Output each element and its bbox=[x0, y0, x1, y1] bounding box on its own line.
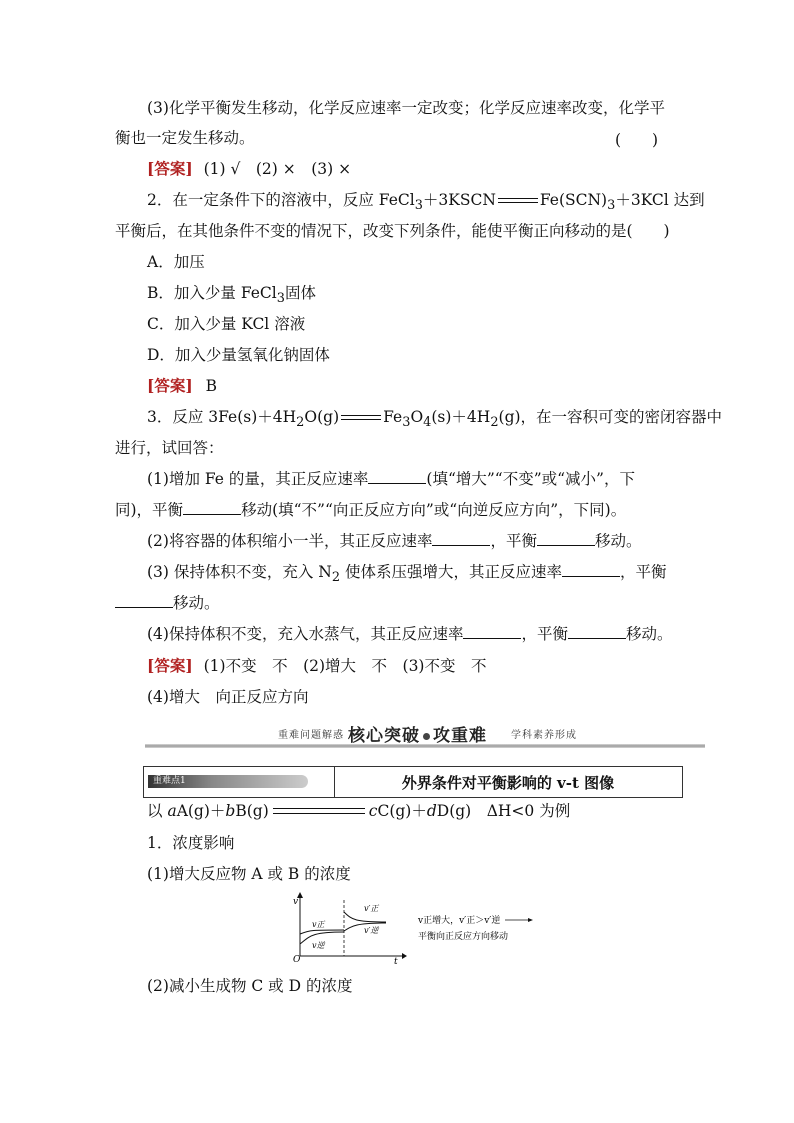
y-axis-label: v bbox=[293, 897, 299, 907]
vt-graph bbox=[290, 890, 540, 965]
eq-coef: a bbox=[167, 802, 177, 820]
q3-text: (填“增大”“不变”或“减小”，下 bbox=[426, 470, 635, 488]
fill-blank[interactable] bbox=[537, 531, 595, 546]
fill-blank[interactable] bbox=[432, 531, 490, 546]
topic-title: 外界条件对平衡影响的 v-t 图像 bbox=[401, 774, 615, 792]
topic-tag bbox=[148, 775, 308, 788]
q2-text-d: ＋3KCl 达到 bbox=[615, 191, 705, 209]
v-forward-label: v正 bbox=[312, 920, 325, 929]
v-forward-prime-label: v′正 bbox=[364, 904, 379, 913]
q3-text: ，平衡 bbox=[521, 625, 568, 643]
equilibrium-arrow-icon bbox=[498, 197, 538, 205]
q3-text: ，平衡 bbox=[620, 563, 667, 581]
q2-line2: 平衡后，在其他条件不变的情况下，改变下列条件，能使平衡正向移动的是( ) bbox=[115, 222, 670, 240]
eq-coef: c bbox=[368, 802, 378, 820]
q3-answer-line2: (4)增大 向正反应方向 bbox=[147, 688, 309, 706]
q3-text: 移动。 bbox=[173, 594, 220, 612]
answer-paren: ( ) bbox=[615, 131, 659, 149]
q3-text: 使体系压强增大，其正反应速率 bbox=[340, 563, 563, 581]
q3-text: 移动。 bbox=[594, 532, 642, 550]
fill-blank[interactable] bbox=[562, 562, 620, 577]
subscript: 2 bbox=[296, 415, 305, 431]
origin-label: O bbox=[293, 955, 301, 965]
fill-blank[interactable] bbox=[368, 469, 426, 484]
q3-text: O(g) bbox=[304, 408, 340, 426]
q3-text: (4)保持体积不变，充入水蒸气，其正反应速率 bbox=[147, 625, 464, 643]
v-forward-prime-curve bbox=[344, 912, 386, 922]
q1-item3-line1: (3)化学平衡发生移动，化学反应速率一定改变；化学反应速率改变，化学平 bbox=[147, 99, 665, 117]
subscript: 3 bbox=[402, 415, 411, 431]
subsection-heading-2: (2)减小生成物 C 或 D 的浓度 bbox=[147, 977, 353, 995]
subscript: 3 bbox=[276, 291, 285, 307]
subsection-heading: (1)增大反应物 A 或 B 的浓度 bbox=[147, 865, 351, 883]
eq-text: C(g)＋ bbox=[377, 802, 427, 820]
q2-option-a: A．加压 bbox=[147, 253, 205, 271]
q2-option-d: D．加入少量氢氧化钠固体 bbox=[147, 346, 330, 364]
eq-text: 以 bbox=[147, 802, 168, 820]
q3-text: 3．反应 3Fe(s)＋4H bbox=[147, 408, 297, 426]
q2-line1 bbox=[147, 190, 705, 216]
q3-part1-line1 bbox=[147, 469, 635, 489]
q3-answer bbox=[147, 656, 486, 676]
equilibrium-arrow-icon bbox=[273, 807, 365, 817]
q2-answer bbox=[147, 376, 217, 396]
q3-part2 bbox=[147, 531, 642, 551]
opt-text: B．加入少量 FeCl bbox=[147, 284, 277, 302]
answer-text: (1)不变 不 (2)增大 不 (3)不变 不 bbox=[203, 657, 487, 675]
x-axis-label: t bbox=[394, 957, 398, 965]
answer-text: B bbox=[205, 377, 217, 395]
answer-tag: [答案] bbox=[147, 159, 193, 178]
q2-option-b bbox=[147, 283, 316, 309]
equilibrium-arrow-icon bbox=[341, 414, 381, 422]
banner-left-caption: 重难问题解惑 bbox=[278, 730, 344, 741]
q1-answer bbox=[147, 159, 351, 179]
subscript: 3 bbox=[414, 198, 423, 214]
eq-text: A(g)＋ bbox=[176, 802, 226, 820]
q2-text-c: Fe(SCN) bbox=[539, 191, 608, 209]
answer-tag: [答案] bbox=[147, 376, 193, 395]
q2-text-b: ＋3KSCN bbox=[422, 191, 496, 209]
q3-part3-line2 bbox=[115, 593, 220, 613]
q3-part1-line2 bbox=[115, 500, 626, 520]
fill-blank[interactable] bbox=[568, 624, 626, 639]
banner-right-caption: 学科素养形成 bbox=[511, 730, 577, 741]
eq-coef: b bbox=[225, 802, 236, 820]
x-axis-arrow-icon bbox=[402, 953, 407, 959]
q2-option-c: C．加入少量 KCl 溶液 bbox=[147, 315, 306, 333]
q3-text: 移动。 bbox=[625, 625, 673, 643]
note-arrow-icon bbox=[528, 918, 533, 922]
q3-text: (1)增加 Fe 的量，其正反应速率 bbox=[147, 470, 369, 488]
subscript: 2 bbox=[490, 415, 499, 431]
subscript: 3 bbox=[607, 198, 616, 214]
banner-title-b: 攻重难 bbox=[433, 726, 487, 746]
eq-coef: d bbox=[426, 802, 437, 820]
answer-tag: [答案] bbox=[147, 656, 193, 675]
subscript: 4 bbox=[423, 415, 432, 431]
v-reverse-label: v逆 bbox=[312, 941, 325, 950]
graph-note-2: 平衡向正反应方向移动 bbox=[418, 932, 509, 942]
reaction-equation bbox=[147, 801, 570, 821]
q3-text: O bbox=[410, 408, 424, 426]
eq-text: B(g) bbox=[235, 802, 269, 820]
topic-header bbox=[143, 766, 683, 798]
section-banner bbox=[145, 716, 705, 752]
q3-line2: 进行，试回答： bbox=[115, 439, 224, 457]
v-reverse-prime-label: v′逆 bbox=[364, 926, 379, 935]
q2-text-a: 2．在一定条件下的溶液中，反应 FeCl bbox=[147, 191, 415, 209]
banner-title-a: 核心突破 bbox=[348, 726, 420, 746]
q3-text: (s)＋4H bbox=[431, 408, 491, 426]
answer-text: (1) √ (2) × (3) × bbox=[203, 160, 352, 178]
opt-text: 固体 bbox=[284, 284, 316, 302]
graph-note-1: v正增大，v′正＞v′逆 bbox=[418, 916, 501, 926]
q3-text: (g)，在一容积可变的密闭容器中 bbox=[498, 408, 723, 426]
section-heading: 1．浓度影响 bbox=[147, 834, 235, 852]
fill-blank[interactable] bbox=[115, 593, 173, 608]
q3-text: ，平衡 bbox=[490, 532, 537, 550]
fill-blank[interactable] bbox=[463, 624, 521, 639]
topic-tag-label: 重难点1 bbox=[153, 776, 186, 786]
fill-blank[interactable] bbox=[183, 500, 241, 515]
q3-line1 bbox=[147, 407, 722, 433]
bullet-icon bbox=[423, 733, 430, 740]
q3-text: (3) 保持体积不变，充入 N bbox=[147, 563, 332, 581]
topic-tag-cell bbox=[144, 767, 335, 797]
eq-text: D(g) ΔH<0 为例 bbox=[436, 802, 571, 820]
q3-text: Fe bbox=[383, 408, 403, 426]
q3-text: (2)将容器的体积缩小一半，其正反应速率 bbox=[147, 532, 433, 550]
q3-text: 同)，平衡 bbox=[115, 501, 184, 519]
q3-text: 移动(填“不”“向正反应方向”或“向逆反应方向”，下同)。 bbox=[241, 501, 627, 519]
q1-item3-line2: 衡也一定发生移动。 bbox=[115, 129, 255, 147]
q3-part3-line1 bbox=[147, 562, 667, 588]
q3-part4 bbox=[147, 624, 673, 644]
subscript: 2 bbox=[331, 570, 341, 586]
banner-title bbox=[348, 721, 487, 746]
